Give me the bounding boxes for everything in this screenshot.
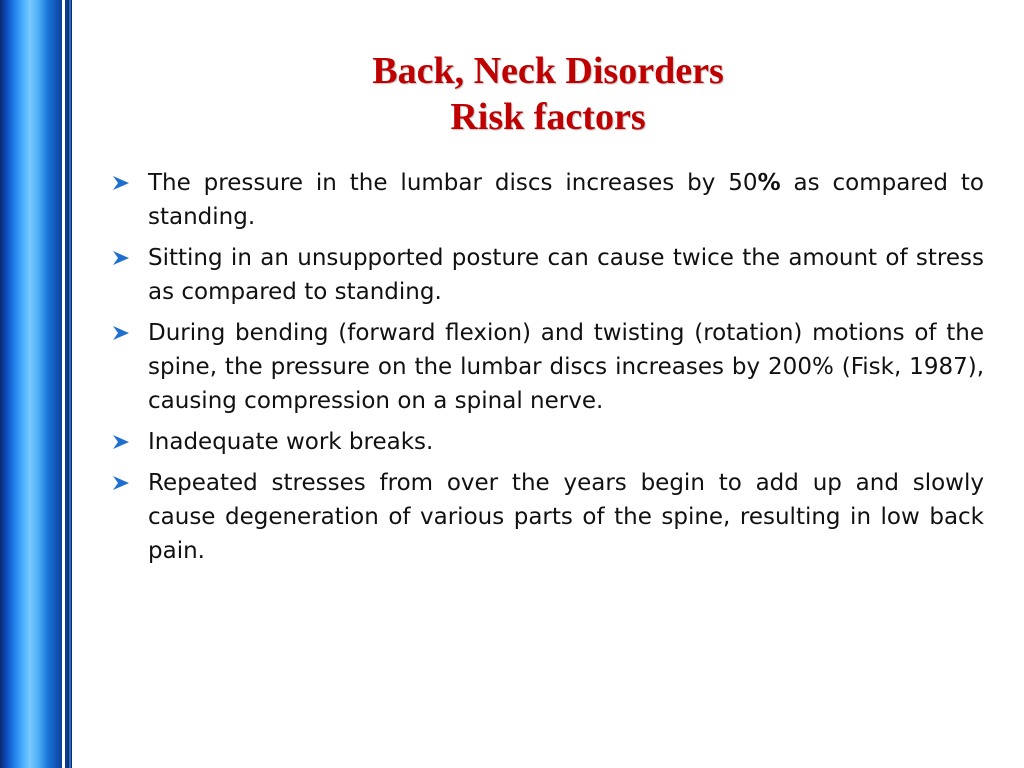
bullet-text: Inadequate work breaks.	[148, 429, 434, 455]
arrow-bullet-icon	[112, 250, 130, 266]
arrow-bullet-icon	[112, 175, 130, 191]
slide-title	[72, 48, 1024, 140]
left-bar-line	[69, 0, 71, 768]
left-bar-edge	[65, 0, 68, 768]
bullet-text: Sitting in an unsupported posture can cause twice the amount of stress as compared to standing.	[148, 245, 984, 305]
title-line-1: Back, Neck Disorders	[372, 50, 724, 92]
bullet-item	[112, 241, 984, 309]
bullet-text: Repeated stresses from over the years begin to add up and slowly cause degeneration of various parts of the spine, resulting in low back pain.	[148, 470, 984, 564]
arrow-bullet-icon	[112, 475, 130, 491]
title-line-2: Risk factors	[450, 96, 646, 138]
bullet-text: During bending (forward flexion) and twisting (rotation) motions of the spine, the pressure on the lumbar discs increases by 200% (Fisk, 1987), causing compression on a spinal nerve.	[148, 320, 984, 414]
bullet-list	[112, 166, 984, 575]
arrow-bullet-icon	[112, 325, 130, 341]
bullet-item	[112, 425, 984, 459]
bullet-bold-text: %	[757, 170, 781, 196]
arrow-bullet-icon	[112, 434, 130, 450]
bullet-item	[112, 466, 984, 568]
bullet-text: The pressure in the lumbar discs increases by 50	[148, 170, 758, 196]
bullet-item	[112, 316, 984, 418]
bullet-item	[112, 166, 984, 234]
bullet-text-tail: as compared to standing.	[148, 170, 984, 230]
